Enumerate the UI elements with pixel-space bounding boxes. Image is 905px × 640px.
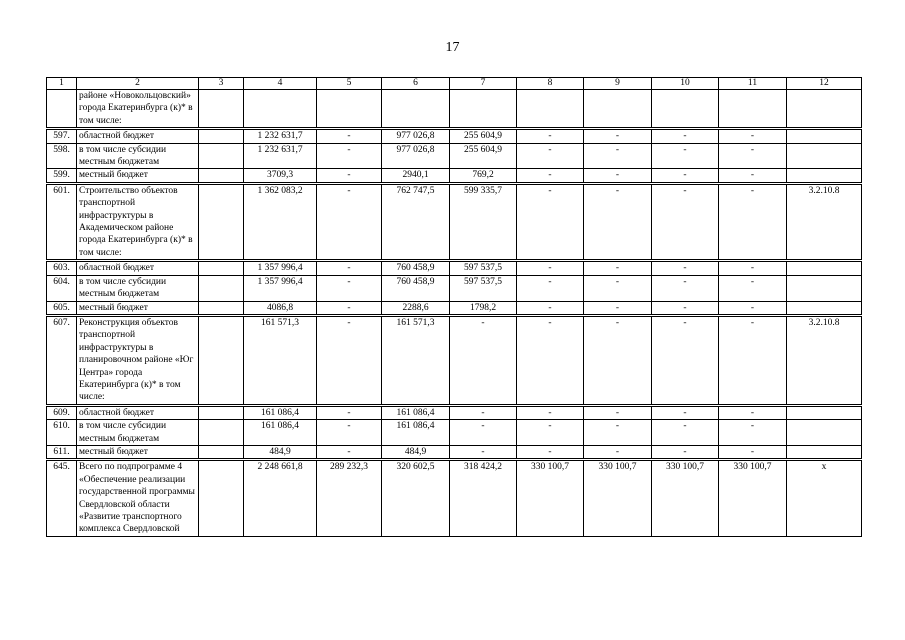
item-name-cell: областной бюджет xyxy=(77,405,199,419)
table-row xyxy=(47,460,862,536)
item-name-cell: Строительство объектов транспортной инфраструктуры в Академическом районе города Екатеринбурга (к)* в том числе: xyxy=(77,183,199,260)
value-cell xyxy=(450,90,517,129)
table-row xyxy=(47,261,862,275)
value-cell: - xyxy=(584,315,652,405)
value-cell: 255 604,9 xyxy=(450,143,517,169)
value-cell: 1 362 083,2 xyxy=(244,183,317,260)
value-cell: 1798,2 xyxy=(450,301,517,315)
value-cell xyxy=(317,90,382,129)
value-cell: - xyxy=(719,261,787,275)
value-cell: - xyxy=(652,143,719,169)
value-cell: 289 232,3 xyxy=(317,460,382,536)
value-cell: - xyxy=(517,143,584,169)
value-cell xyxy=(382,90,450,129)
value-cell: 255 604,9 xyxy=(450,129,517,143)
table-row xyxy=(47,143,862,169)
value-cell xyxy=(719,90,787,129)
column-header: 11 xyxy=(719,78,787,90)
value-cell: 318 424,2 xyxy=(450,460,517,536)
row-number-cell: 604. xyxy=(47,275,77,301)
value-cell: - xyxy=(317,261,382,275)
row-number-cell: 601. xyxy=(47,183,77,260)
value-cell xyxy=(787,301,862,315)
value-cell xyxy=(199,405,244,419)
row-number-cell: 645. xyxy=(47,460,77,536)
value-cell: - xyxy=(317,420,382,446)
value-cell: 484,9 xyxy=(244,445,317,459)
table-row xyxy=(47,129,862,143)
row-number-cell: 597. xyxy=(47,129,77,143)
value-cell: - xyxy=(584,420,652,446)
column-header: 3 xyxy=(199,78,244,90)
table-row xyxy=(47,90,862,129)
item-name-cell: областной бюджет xyxy=(77,129,199,143)
row-number-cell: 598. xyxy=(47,143,77,169)
value-cell: 599 335,7 xyxy=(450,183,517,260)
column-header: 12 xyxy=(787,78,862,90)
value-cell: 3709,3 xyxy=(244,169,317,183)
value-cell: - xyxy=(450,315,517,405)
table-row xyxy=(47,405,862,419)
value-cell: - xyxy=(317,169,382,183)
value-cell: - xyxy=(517,445,584,459)
column-header: 8 xyxy=(517,78,584,90)
item-name-cell: местный бюджет xyxy=(77,301,199,315)
value-cell: 161 086,4 xyxy=(382,420,450,446)
value-cell: 2 248 661,8 xyxy=(244,460,317,536)
value-cell: 762 747,5 xyxy=(382,183,450,260)
row-number-cell: 609. xyxy=(47,405,77,419)
item-name-cell: в том числе субсидии местным бюджетам xyxy=(77,143,199,169)
budget-table xyxy=(46,77,862,537)
value-cell: - xyxy=(317,445,382,459)
value-cell xyxy=(199,275,244,301)
value-cell: - xyxy=(517,129,584,143)
item-name-cell: районе «Новокольцовский» города Екатеринбурга (к)* в том числе: xyxy=(77,90,199,129)
value-cell: - xyxy=(450,405,517,419)
value-cell: - xyxy=(584,183,652,260)
value-cell: 3.2.10.8 xyxy=(787,315,862,405)
value-cell xyxy=(517,90,584,129)
value-cell: 161 086,4 xyxy=(382,405,450,419)
value-cell: 977 026,8 xyxy=(382,143,450,169)
value-cell xyxy=(244,90,317,129)
value-cell xyxy=(199,90,244,129)
value-cell: - xyxy=(652,315,719,405)
item-name-cell: местный бюджет xyxy=(77,169,199,183)
value-cell xyxy=(787,129,862,143)
value-cell xyxy=(787,90,862,129)
value-cell: 330 100,7 xyxy=(517,460,584,536)
value-cell xyxy=(199,183,244,260)
item-name-cell: Реконструкция объектов транспортной инфраструктуры в планировочном районе «Юг Центра» города Екатеринбурга (к)* в том числе: xyxy=(77,315,199,405)
value-cell: - xyxy=(719,169,787,183)
column-header: 6 xyxy=(382,78,450,90)
value-cell: 2288,6 xyxy=(382,301,450,315)
value-cell: - xyxy=(450,420,517,446)
row-number-cell: 610. xyxy=(47,420,77,446)
value-cell xyxy=(199,143,244,169)
table-row xyxy=(47,445,862,459)
value-cell: - xyxy=(652,301,719,315)
value-cell: - xyxy=(719,405,787,419)
value-cell: - xyxy=(517,420,584,446)
value-cell: - xyxy=(317,129,382,143)
item-name-cell: в том числе субсидии местным бюджетам xyxy=(77,275,199,301)
value-cell: 760 458,9 xyxy=(382,275,450,301)
value-cell xyxy=(652,90,719,129)
value-cell: - xyxy=(317,405,382,419)
value-cell: - xyxy=(517,275,584,301)
table-row xyxy=(47,301,862,315)
column-header: 1 xyxy=(47,78,77,90)
value-cell: 1 357 996,4 xyxy=(244,275,317,301)
value-cell: - xyxy=(652,183,719,260)
column-header: 10 xyxy=(652,78,719,90)
value-cell: - xyxy=(584,129,652,143)
value-cell: - xyxy=(317,275,382,301)
value-cell: х xyxy=(787,460,862,536)
value-cell xyxy=(787,261,862,275)
value-cell: - xyxy=(584,275,652,301)
value-cell: 4086,8 xyxy=(244,301,317,315)
column-header: 5 xyxy=(317,78,382,90)
value-cell: - xyxy=(719,275,787,301)
value-cell xyxy=(199,261,244,275)
item-name-cell: областной бюджет xyxy=(77,261,199,275)
value-cell: - xyxy=(652,445,719,459)
value-cell: 3.2.10.8 xyxy=(787,183,862,260)
table-row xyxy=(47,169,862,183)
value-cell: 977 026,8 xyxy=(382,129,450,143)
value-cell: - xyxy=(517,261,584,275)
value-cell: - xyxy=(517,315,584,405)
value-cell: 597 537,5 xyxy=(450,275,517,301)
row-number-cell: 611. xyxy=(47,445,77,459)
value-cell: 320 602,5 xyxy=(382,460,450,536)
value-cell: - xyxy=(719,315,787,405)
value-cell: - xyxy=(719,420,787,446)
row-number-cell: 599. xyxy=(47,169,77,183)
value-cell xyxy=(199,129,244,143)
value-cell: - xyxy=(584,405,652,419)
column-header: 4 xyxy=(244,78,317,90)
column-header: 2 xyxy=(77,78,199,90)
value-cell: - xyxy=(317,143,382,169)
value-cell xyxy=(787,405,862,419)
item-name-cell: в том числе субсидии местным бюджетам xyxy=(77,420,199,446)
value-cell: - xyxy=(652,129,719,143)
item-name-cell: местный бюджет xyxy=(77,445,199,459)
value-cell: 161 571,3 xyxy=(382,315,450,405)
value-cell: - xyxy=(719,143,787,169)
value-cell: - xyxy=(719,183,787,260)
value-cell xyxy=(199,460,244,536)
value-cell: 330 100,7 xyxy=(584,460,652,536)
value-cell: - xyxy=(317,315,382,405)
column-header: 9 xyxy=(584,78,652,90)
value-cell xyxy=(787,169,862,183)
value-cell: - xyxy=(719,445,787,459)
column-header: 7 xyxy=(450,78,517,90)
value-cell: - xyxy=(584,143,652,169)
value-cell: 330 100,7 xyxy=(652,460,719,536)
value-cell: - xyxy=(317,183,382,260)
value-cell: - xyxy=(719,129,787,143)
row-number-cell: 603. xyxy=(47,261,77,275)
value-cell: 1 357 996,4 xyxy=(244,261,317,275)
value-cell: 760 458,9 xyxy=(382,261,450,275)
value-cell: - xyxy=(584,261,652,275)
value-cell: 1 232 631,7 xyxy=(244,143,317,169)
value-cell xyxy=(787,420,862,446)
value-cell xyxy=(584,90,652,129)
value-cell: - xyxy=(652,275,719,301)
row-number-cell xyxy=(47,90,77,129)
value-cell: - xyxy=(652,420,719,446)
value-cell xyxy=(199,445,244,459)
value-cell: - xyxy=(517,405,584,419)
value-cell: - xyxy=(652,261,719,275)
value-cell: 161 086,4 xyxy=(244,420,317,446)
value-cell xyxy=(787,143,862,169)
value-cell: - xyxy=(652,169,719,183)
table-row xyxy=(47,315,862,405)
value-cell: - xyxy=(719,301,787,315)
value-cell: - xyxy=(517,169,584,183)
row-number-cell: 605. xyxy=(47,301,77,315)
value-cell: 1 232 631,7 xyxy=(244,129,317,143)
table-row xyxy=(47,183,862,260)
value-cell xyxy=(787,445,862,459)
value-cell: - xyxy=(450,445,517,459)
value-cell: 484,9 xyxy=(382,445,450,459)
value-cell xyxy=(199,315,244,405)
value-cell: - xyxy=(652,405,719,419)
table-header-row xyxy=(47,78,862,90)
row-number-cell: 607. xyxy=(47,315,77,405)
value-cell: 161 571,3 xyxy=(244,315,317,405)
value-cell: - xyxy=(517,183,584,260)
value-cell xyxy=(199,169,244,183)
value-cell: - xyxy=(584,301,652,315)
value-cell: 161 086,4 xyxy=(244,405,317,419)
value-cell: 2940,1 xyxy=(382,169,450,183)
table-row xyxy=(47,275,862,301)
value-cell: 597 537,5 xyxy=(450,261,517,275)
value-cell xyxy=(787,275,862,301)
value-cell: - xyxy=(317,301,382,315)
value-cell: 769,2 xyxy=(450,169,517,183)
value-cell xyxy=(199,301,244,315)
value-cell: - xyxy=(584,445,652,459)
value-cell: - xyxy=(517,301,584,315)
item-name-cell: Всего по подпрограмме 4 «Обеспечение реализации государственной программы Свердловской области «Развитие транспортного комплекса Свердловской xyxy=(77,460,199,536)
value-cell: - xyxy=(584,169,652,183)
value-cell xyxy=(199,420,244,446)
table-row xyxy=(47,420,862,446)
value-cell: 330 100,7 xyxy=(719,460,787,536)
page-number: 17 xyxy=(445,40,460,55)
